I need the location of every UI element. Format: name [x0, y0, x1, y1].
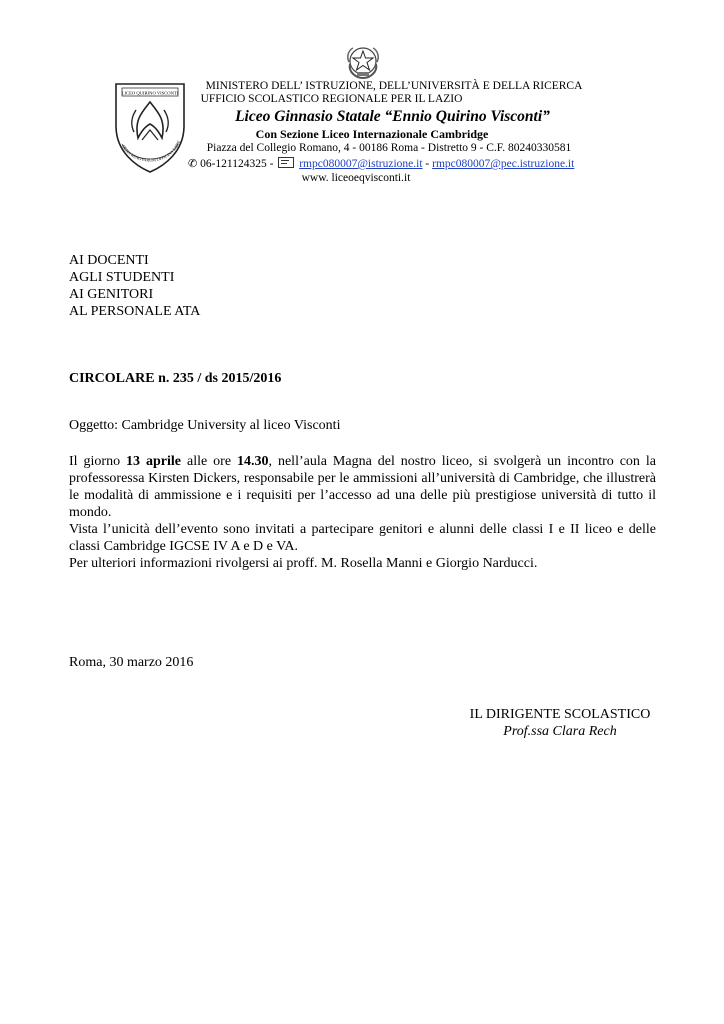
p1-text-c: , nell’aula Magna del nostro liceo, si svolgerà un incontro con la professoressa Kirsten Dickers, responsabile per le ammissioni all’università di Cambridge, che illustrerà le modalità di ammissione e i requisiti per l’accesso ad una delle più prestigiose università di tutto il mondo. — [69, 454, 657, 520]
school-seal-logo — [112, 80, 188, 176]
office-line: UFFICIO SCOLASTICO REGIONALE PER IL LAZIO — [200, 93, 463, 105]
email-link[interactable]: rmpc080007@istruzione.it — [299, 158, 423, 170]
body-paragraph-2: Vista l’unicità dell’evento sono invitati a partecipare genitori e alunni delle classi I e II liceo e delle classi Cambridge IGCSE IV A e D e VA. — [69, 522, 656, 554]
place-date: Roma, 30 marzo 2016 — [69, 655, 194, 670]
recipient-studenti: AGLI STUDENTI — [69, 270, 175, 285]
seal-top-text: LICEO QUIRINO VISCONTI — [121, 90, 179, 96]
contact-separator: - — [425, 158, 430, 170]
recipient-genitori: AI GENITORI — [69, 287, 154, 302]
event-time: 14.30 — [237, 454, 269, 469]
ministry-line: MINISTERO DELL’ ISTRUZIONE, DELL’UNIVERSITÀ E DELLA RICERCA — [205, 80, 583, 92]
school-name: Liceo Ginnasio Statale “Ennio Quirino Visconti” — [235, 108, 550, 125]
signature-title: IL DIRIGENTE SCOLASTICO — [469, 707, 651, 722]
recipient-docenti: AI DOCENTI — [69, 253, 149, 268]
signature-block — [460, 706, 660, 740]
body-paragraph-3: Per ulteriori informazioni rivolgersi ai proff. M. Rosella Manni e Giorgio Narducci. — [69, 556, 538, 571]
phone-number: 06-121124325 - — [200, 158, 274, 170]
seal-motto-text: ORBIS RENOVARUM OFFICINA SAPIE — [120, 139, 182, 163]
contact-line — [188, 157, 574, 170]
circolare-number: CIRCOLARE n. 235 / ds 2015/2016 — [69, 371, 282, 386]
cambridge-section: Con Sezione Liceo Internazionale Cambridge — [255, 127, 489, 141]
p1-text-b: alle ore — [181, 454, 237, 469]
event-date: 13 aprile — [126, 454, 182, 469]
fax-icon — [278, 157, 294, 168]
italian-republic-emblem — [344, 42, 382, 80]
website-line: www. liceoeqvisconti.it — [301, 172, 411, 184]
phone-icon: ✆ — [188, 158, 198, 170]
subject-line: Oggetto: Cambridge University al liceo Visconti — [69, 418, 341, 433]
school-address: Piazza del Collegio Romano, 4 - 00186 Roma - Distretto 9 - C.F. 80240330581 — [206, 142, 572, 154]
recipients-list — [69, 252, 200, 320]
recipient-personale-ata: AL PERSONALE ATA — [69, 304, 201, 319]
body-paragraph-1 — [69, 453, 656, 521]
pec-email-link[interactable]: rmpc080007@pec.istruzione.it — [432, 158, 575, 170]
signature-name: Prof.ssa Clara Rech — [503, 724, 617, 739]
p1-text-a: Il giorno — [69, 454, 127, 469]
